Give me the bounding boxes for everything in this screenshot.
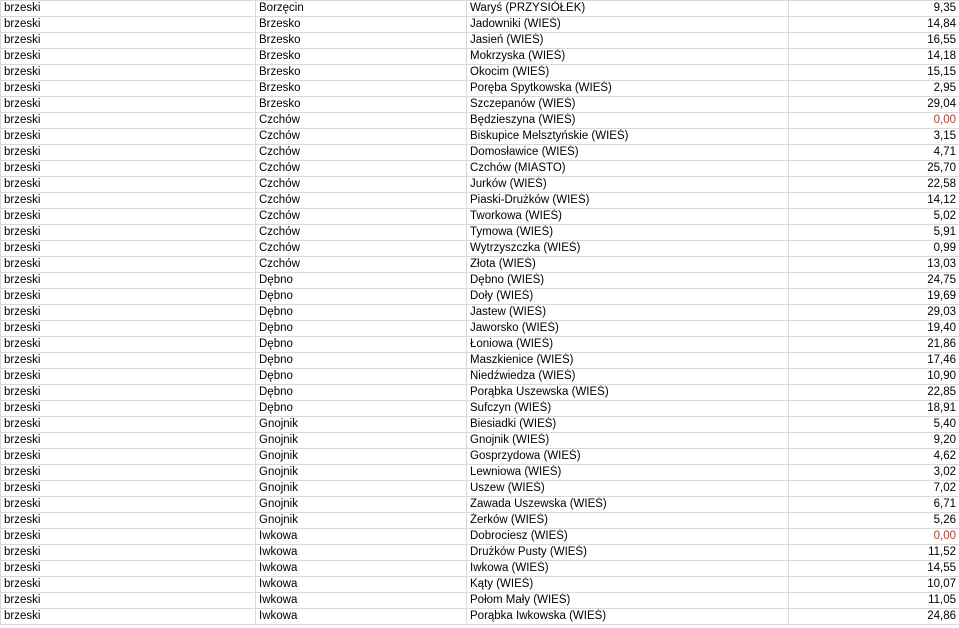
cell-miejscowosc: Sufczyn (WIEŚ) xyxy=(467,401,789,417)
cell-powiat: brzeski xyxy=(1,321,256,337)
table-row xyxy=(1,257,959,273)
cell-gmina: Dębno xyxy=(256,273,467,289)
table-row xyxy=(1,33,959,49)
cell-miejscowosc: Jastew (WIEŚ) xyxy=(467,305,789,321)
cell-wartosc: 29,04 xyxy=(789,97,959,113)
table-row xyxy=(1,433,959,449)
cell-gmina: Czchów xyxy=(256,177,467,193)
table-row xyxy=(1,49,959,65)
table-row xyxy=(1,385,959,401)
cell-miejscowosc: Tworkowa (WIEŚ) xyxy=(467,209,789,225)
cell-powiat: brzeski xyxy=(1,417,256,433)
cell-wartosc: 29,03 xyxy=(789,305,959,321)
cell-wartosc: 4,71 xyxy=(789,145,959,161)
cell-wartosc: 5,40 xyxy=(789,417,959,433)
cell-gmina: Gnojnik xyxy=(256,513,467,529)
table-row xyxy=(1,545,959,561)
cell-gmina: Dębno xyxy=(256,401,467,417)
cell-miejscowosc: Biesiadki (WIEŚ) xyxy=(467,417,789,433)
cell-miejscowosc: Zawada Uszewska (WIEŚ) xyxy=(467,497,789,513)
cell-powiat: brzeski xyxy=(1,65,256,81)
table-row xyxy=(1,593,959,609)
cell-powiat: brzeski xyxy=(1,401,256,417)
cell-gmina: Czchów xyxy=(256,241,467,257)
cell-wartosc: 19,69 xyxy=(789,289,959,305)
cell-wartosc: 0,99 xyxy=(789,241,959,257)
cell-gmina: Gnojnik xyxy=(256,433,467,449)
cell-gmina: Gnojnik xyxy=(256,417,467,433)
cell-powiat: brzeski xyxy=(1,465,256,481)
cell-gmina: Iwkowa xyxy=(256,593,467,609)
cell-wartosc: 14,55 xyxy=(789,561,959,577)
cell-gmina: Czchów xyxy=(256,193,467,209)
cell-wartosc: 10,90 xyxy=(789,369,959,385)
cell-gmina: Gnojnik xyxy=(256,481,467,497)
cell-miejscowosc: Dębno (WIEŚ) xyxy=(467,273,789,289)
table-body xyxy=(1,1,959,625)
table-row xyxy=(1,401,959,417)
cell-wartosc: 14,12 xyxy=(789,193,959,209)
table-row xyxy=(1,273,959,289)
cell-miejscowosc: Dobrociesz (WIEŚ) xyxy=(467,529,789,545)
cell-wartosc: 5,26 xyxy=(789,513,959,529)
cell-miejscowosc: Iwkowa (WIEŚ) xyxy=(467,561,789,577)
table-row xyxy=(1,337,959,353)
table-row xyxy=(1,1,959,17)
cell-miejscowosc: Poręba Spytkowska (WIEŚ) xyxy=(467,81,789,97)
cell-miejscowosc: Połom Mały (WIEŚ) xyxy=(467,593,789,609)
table-row xyxy=(1,577,959,593)
cell-powiat: brzeski xyxy=(1,481,256,497)
cell-powiat: brzeski xyxy=(1,113,256,129)
cell-miejscowosc: Jadowniki (WIEŚ) xyxy=(467,17,789,33)
table-row xyxy=(1,561,959,577)
cell-miejscowosc: Złota (WIEŚ) xyxy=(467,257,789,273)
table-row xyxy=(1,609,959,625)
cell-wartosc: 17,46 xyxy=(789,353,959,369)
table-row xyxy=(1,193,959,209)
table-row xyxy=(1,209,959,225)
cell-powiat: brzeski xyxy=(1,33,256,49)
cell-wartosc: 15,15 xyxy=(789,65,959,81)
cell-wartosc: 2,95 xyxy=(789,81,959,97)
cell-powiat: brzeski xyxy=(1,161,256,177)
table-row xyxy=(1,177,959,193)
cell-gmina: Dębno xyxy=(256,337,467,353)
table-row xyxy=(1,289,959,305)
cell-gmina: Iwkowa xyxy=(256,609,467,625)
cell-gmina: Brzesko xyxy=(256,49,467,65)
table-row xyxy=(1,497,959,513)
cell-wartosc: 14,18 xyxy=(789,49,959,65)
cell-wartosc: 19,40 xyxy=(789,321,959,337)
cell-wartosc: 4,62 xyxy=(789,449,959,465)
cell-miejscowosc: Szczepanów (WIEŚ) xyxy=(467,97,789,113)
cell-wartosc: 13,03 xyxy=(789,257,959,273)
cell-miejscowosc: Drużków Pusty (WIEŚ) xyxy=(467,545,789,561)
cell-powiat: brzeski xyxy=(1,1,256,17)
cell-miejscowosc: Jasień (WIEŚ) xyxy=(467,33,789,49)
cell-gmina: Czchów xyxy=(256,113,467,129)
cell-miejscowosc: Uszew (WIEŚ) xyxy=(467,481,789,497)
table-row xyxy=(1,129,959,145)
cell-powiat: brzeski xyxy=(1,353,256,369)
cell-wartosc: 24,75 xyxy=(789,273,959,289)
cell-powiat: brzeski xyxy=(1,257,256,273)
cell-miejscowosc: Niedźwiedza (WIEŚ) xyxy=(467,369,789,385)
cell-wartosc: 22,58 xyxy=(789,177,959,193)
cell-powiat: brzeski xyxy=(1,145,256,161)
table-row xyxy=(1,529,959,545)
cell-powiat: brzeski xyxy=(1,193,256,209)
cell-wartosc: 9,35 xyxy=(789,1,959,17)
cell-gmina: Dębno xyxy=(256,289,467,305)
cell-wartosc: 11,52 xyxy=(789,545,959,561)
cell-gmina: Brzesko xyxy=(256,17,467,33)
table-row xyxy=(1,305,959,321)
cell-powiat: brzeski xyxy=(1,177,256,193)
cell-gmina: Gnojnik xyxy=(256,449,467,465)
cell-gmina: Dębno xyxy=(256,353,467,369)
cell-powiat: brzeski xyxy=(1,561,256,577)
cell-wartosc: 5,02 xyxy=(789,209,959,225)
cell-miejscowosc: Wytrzyszczka (WIEŚ) xyxy=(467,241,789,257)
cell-miejscowosc: Mokrzyska (WIEŚ) xyxy=(467,49,789,65)
cell-wartosc: 18,91 xyxy=(789,401,959,417)
cell-powiat: brzeski xyxy=(1,593,256,609)
cell-powiat: brzeski xyxy=(1,497,256,513)
table-row xyxy=(1,145,959,161)
cell-gmina: Iwkowa xyxy=(256,545,467,561)
table-row xyxy=(1,513,959,529)
cell-powiat: brzeski xyxy=(1,449,256,465)
cell-powiat: brzeski xyxy=(1,273,256,289)
cell-wartosc: 21,86 xyxy=(789,337,959,353)
table-row xyxy=(1,225,959,241)
cell-gmina: Czchów xyxy=(256,145,467,161)
cell-gmina: Iwkowa xyxy=(256,529,467,545)
cell-wartosc: 0,00 xyxy=(789,113,959,129)
cell-powiat: brzeski xyxy=(1,337,256,353)
cell-miejscowosc: Okocim (WIEŚ) xyxy=(467,65,789,81)
cell-powiat: brzeski xyxy=(1,49,256,65)
cell-miejscowosc: Będzieszyna (WIEŚ) xyxy=(467,113,789,129)
cell-powiat: brzeski xyxy=(1,545,256,561)
cell-wartosc: 11,05 xyxy=(789,593,959,609)
table-row xyxy=(1,97,959,113)
cell-powiat: brzeski xyxy=(1,129,256,145)
cell-gmina: Borzęcin xyxy=(256,1,467,17)
cell-gmina: Iwkowa xyxy=(256,577,467,593)
cell-powiat: brzeski xyxy=(1,241,256,257)
table-row xyxy=(1,353,959,369)
table-row xyxy=(1,465,959,481)
cell-gmina: Gnojnik xyxy=(256,497,467,513)
cell-gmina: Czchów xyxy=(256,257,467,273)
cell-miejscowosc: Domosławice (WIEŚ) xyxy=(467,145,789,161)
table-row xyxy=(1,81,959,97)
cell-gmina: Dębno xyxy=(256,385,467,401)
cell-powiat: brzeski xyxy=(1,369,256,385)
cell-powiat: brzeski xyxy=(1,17,256,33)
cell-wartosc: 16,55 xyxy=(789,33,959,49)
cell-powiat: brzeski xyxy=(1,577,256,593)
cell-miejscowosc: Łoniowa (WIEŚ) xyxy=(467,337,789,353)
cell-miejscowosc: Piaski-Drużków (WIEŚ) xyxy=(467,193,789,209)
cell-powiat: brzeski xyxy=(1,209,256,225)
cell-powiat: brzeski xyxy=(1,225,256,241)
cell-miejscowosc: Waryś (PRZYSIÓŁEK) xyxy=(467,1,789,17)
cell-miejscowosc: Porąbka Uszewska (WIEŚ) xyxy=(467,385,789,401)
cell-gmina: Iwkowa xyxy=(256,561,467,577)
cell-powiat: brzeski xyxy=(1,433,256,449)
table-row xyxy=(1,241,959,257)
cell-wartosc: 6,71 xyxy=(789,497,959,513)
cell-wartosc: 0,00 xyxy=(789,529,959,545)
cell-wartosc: 14,84 xyxy=(789,17,959,33)
cell-gmina: Dębno xyxy=(256,305,467,321)
cell-powiat: brzeski xyxy=(1,385,256,401)
cell-miejscowosc: Gosprzydowa (WIEŚ) xyxy=(467,449,789,465)
cell-miejscowosc: Żerków (WIEŚ) xyxy=(467,513,789,529)
cell-wartosc: 3,15 xyxy=(789,129,959,145)
cell-powiat: brzeski xyxy=(1,97,256,113)
cell-powiat: brzeski xyxy=(1,513,256,529)
cell-miejscowosc: Jurków (WIEŚ) xyxy=(467,177,789,193)
table-row xyxy=(1,113,959,129)
cell-powiat: brzeski xyxy=(1,81,256,97)
cell-gmina: Brzesko xyxy=(256,81,467,97)
cell-miejscowosc: Jaworsko (WIEŚ) xyxy=(467,321,789,337)
cell-gmina: Czchów xyxy=(256,161,467,177)
cell-wartosc: 10,07 xyxy=(789,577,959,593)
cell-wartosc: 9,20 xyxy=(789,433,959,449)
cell-powiat: brzeski xyxy=(1,305,256,321)
cell-miejscowosc: Kąty (WIEŚ) xyxy=(467,577,789,593)
cell-powiat: brzeski xyxy=(1,289,256,305)
table-row xyxy=(1,481,959,497)
table-row xyxy=(1,17,959,33)
cell-gmina: Dębno xyxy=(256,369,467,385)
cell-wartosc: 25,70 xyxy=(789,161,959,177)
cell-miejscowosc: Lewniowa (WIEŚ) xyxy=(467,465,789,481)
cell-gmina: Czchów xyxy=(256,209,467,225)
table-row xyxy=(1,161,959,177)
table-row xyxy=(1,417,959,433)
cell-gmina: Brzesko xyxy=(256,33,467,49)
table-row xyxy=(1,321,959,337)
cell-miejscowosc: Doły (WIEŚ) xyxy=(467,289,789,305)
cell-powiat: brzeski xyxy=(1,609,256,625)
cell-gmina: Gnojnik xyxy=(256,465,467,481)
cell-gmina: Czchów xyxy=(256,225,467,241)
cell-gmina: Czchów xyxy=(256,129,467,145)
cell-powiat: brzeski xyxy=(1,529,256,545)
cell-miejscowosc: Tymowa (WIEŚ) xyxy=(467,225,789,241)
cell-gmina: Brzesko xyxy=(256,97,467,113)
cell-wartosc: 5,91 xyxy=(789,225,959,241)
cell-wartosc: 22,85 xyxy=(789,385,959,401)
cell-miejscowosc: Maszkienice (WIEŚ) xyxy=(467,353,789,369)
cell-gmina: Brzesko xyxy=(256,65,467,81)
table-row xyxy=(1,369,959,385)
cell-wartosc: 3,02 xyxy=(789,465,959,481)
cell-gmina: Dębno xyxy=(256,321,467,337)
table-row xyxy=(1,65,959,81)
cell-miejscowosc: Czchów (MIASTO) xyxy=(467,161,789,177)
cell-miejscowosc: Porąbka Iwkowska (WIEŚ) xyxy=(467,609,789,625)
cell-wartosc: 24,86 xyxy=(789,609,959,625)
table-row xyxy=(1,449,959,465)
cell-miejscowosc: Gnojnik (WIEŚ) xyxy=(467,433,789,449)
cell-wartosc: 7,02 xyxy=(789,481,959,497)
cell-miejscowosc: Biskupice Melsztyńskie (WIEŚ) xyxy=(467,129,789,145)
